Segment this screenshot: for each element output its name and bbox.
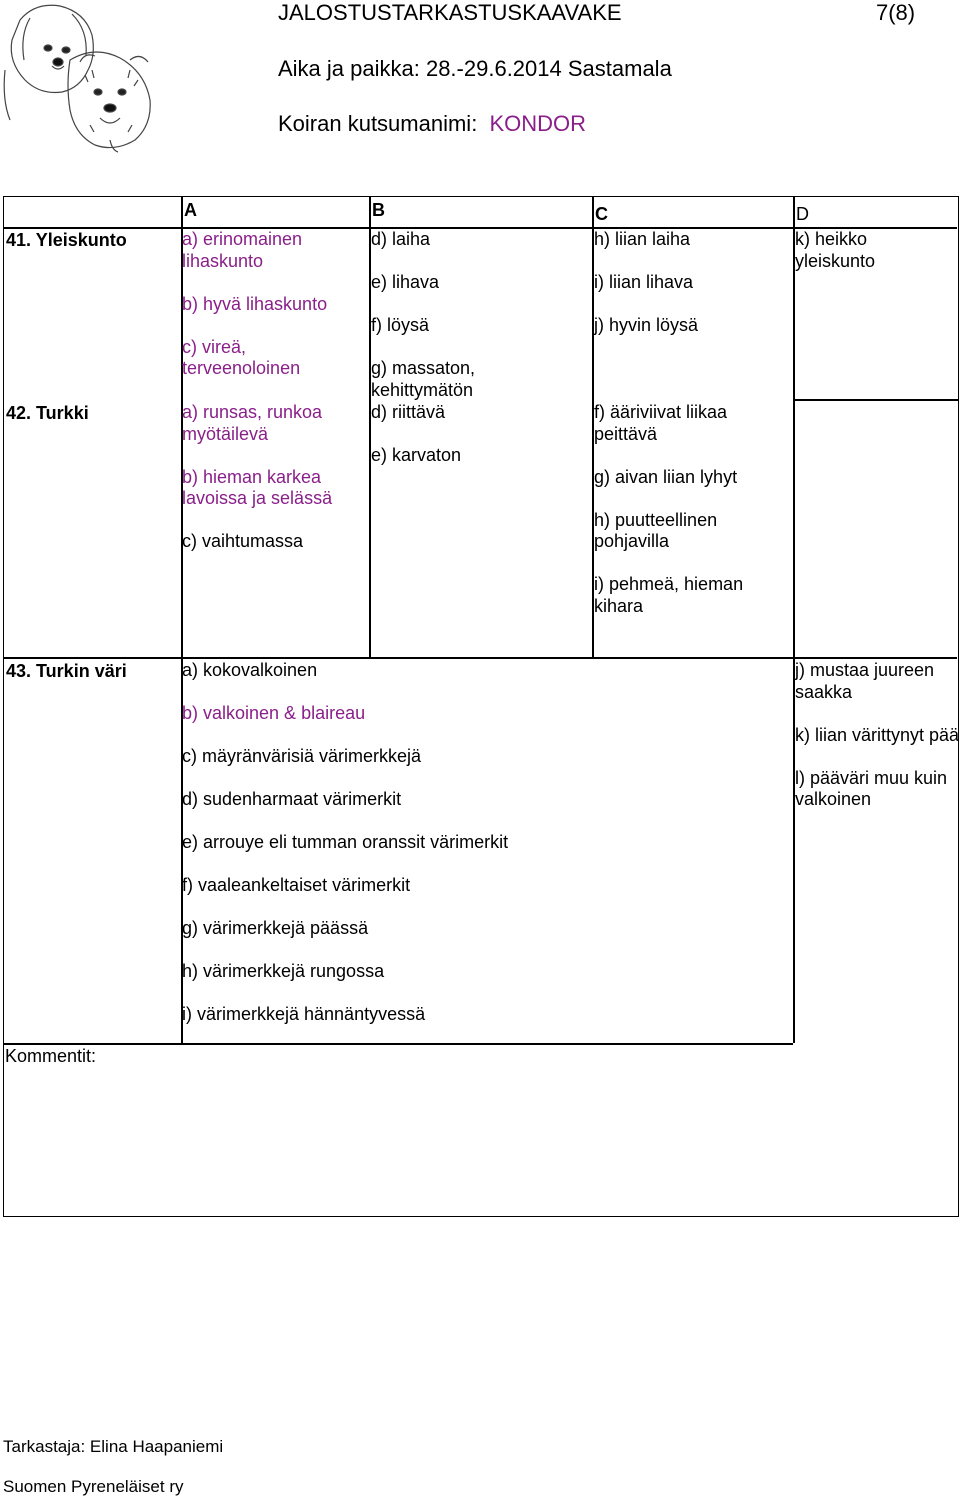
row-43-col-a	[182, 660, 782, 1026]
row-41-label: 41. Yleiskunto	[6, 230, 127, 250]
option-41c: c) vireä, terveenoloinen	[182, 336, 301, 378]
option-42g: g) aivan liian lyhyt	[594, 466, 738, 487]
option-43d: d) sudenharmaat värimerkit	[182, 789, 402, 809]
option-41d: d) laiha	[371, 229, 431, 249]
option-41g: g) massaton, kehittymätön	[371, 358, 476, 400]
option-43k: k) liian värittynyt pää	[795, 724, 960, 745]
option-42b: b) hieman karkea lavoissa ja selässä	[182, 466, 333, 508]
row-41-col-d	[795, 229, 915, 272]
option-43a: a) kokovalkoinen	[182, 660, 318, 680]
option-41i: i) liian lihava	[594, 272, 694, 292]
row-41-col-a	[182, 229, 362, 380]
option-41b: b) hyvä lihaskunto	[182, 293, 328, 314]
option-42c: c) vaihtumassa	[182, 531, 304, 551]
column-c-header: C	[595, 204, 608, 224]
row-41-col-c	[594, 229, 784, 337]
dog-name-value: KONDOR	[489, 111, 586, 136]
option-42e: e) karvaton	[371, 445, 462, 465]
row-42-col-a	[182, 402, 362, 553]
option-42i: i) pehmeä, hieman kihara	[594, 574, 744, 616]
option-41a: a) erinomainen lihaskunto	[182, 229, 303, 271]
row-43-label: 43. Turkin väri	[6, 661, 127, 681]
option-41f: f) löysä	[371, 315, 430, 335]
dog-name-row	[278, 111, 586, 137]
page-number: 7(8)	[876, 0, 916, 25]
option-43g: g) värimerkkejä päässä	[182, 918, 369, 938]
option-43b: b) valkoinen & blaireau	[182, 703, 366, 723]
event-info: Aika ja paikka: 28.-29.6.2014 Sastamala	[278, 56, 672, 81]
option-42f: f) ääriviivat liikaa peittävä	[594, 402, 728, 444]
row-43-col-d	[795, 660, 960, 811]
option-42h: h) puutteellinen pohjavilla	[594, 509, 718, 551]
row-41-col-b	[371, 229, 561, 401]
option-43h: h) värimerkkejä rungossa	[182, 961, 385, 981]
comments-label: Kommentit:	[5, 1046, 97, 1066]
option-41h: h) liian laiha	[594, 229, 691, 249]
option-43l: l) pääväri muu kuin valkoinen	[795, 767, 948, 809]
row-42-col-b	[371, 402, 561, 467]
option-43f: f) vaaleankeltaiset värimerkit	[182, 875, 411, 895]
option-42a: a) runsas, runkoa myötäilevä	[182, 402, 323, 444]
inspector-name: Tarkastaja: Elina Haapaniemi	[3, 1437, 224, 1456]
row-42-col-c	[594, 402, 774, 617]
row-42-label: 42. Turkki	[6, 403, 89, 423]
club-name: Suomen Pyreneläiset ry	[3, 1477, 184, 1496]
option-41e: e) lihava	[371, 272, 440, 292]
dog-name-label: Koiran kutsumanimi:	[278, 111, 478, 136]
column-d-header: D	[796, 204, 809, 224]
column-b-header: B	[372, 200, 385, 220]
option-43i: i) värimerkkejä hännäntyvessä	[182, 1004, 426, 1024]
form-title: JALOSTUSTARKASTUSKAAVAKE	[278, 0, 622, 25]
option-42d: d) riittävä	[371, 402, 446, 422]
evaluation-table	[3, 196, 959, 1217]
option-41j: j) hyvin löysä	[594, 315, 699, 335]
dog-logo-icon	[0, 0, 160, 160]
option-43j: j) mustaa juureen saakka	[795, 660, 935, 702]
column-a-header: A	[184, 200, 197, 220]
option-43e: e) arrouye eli tumman oranssit värimerkit	[182, 832, 509, 852]
option-43c: c) mäyränvärisiä värimerkkejä	[182, 746, 422, 766]
option-41k: k) heikko yleiskunto	[795, 229, 876, 271]
